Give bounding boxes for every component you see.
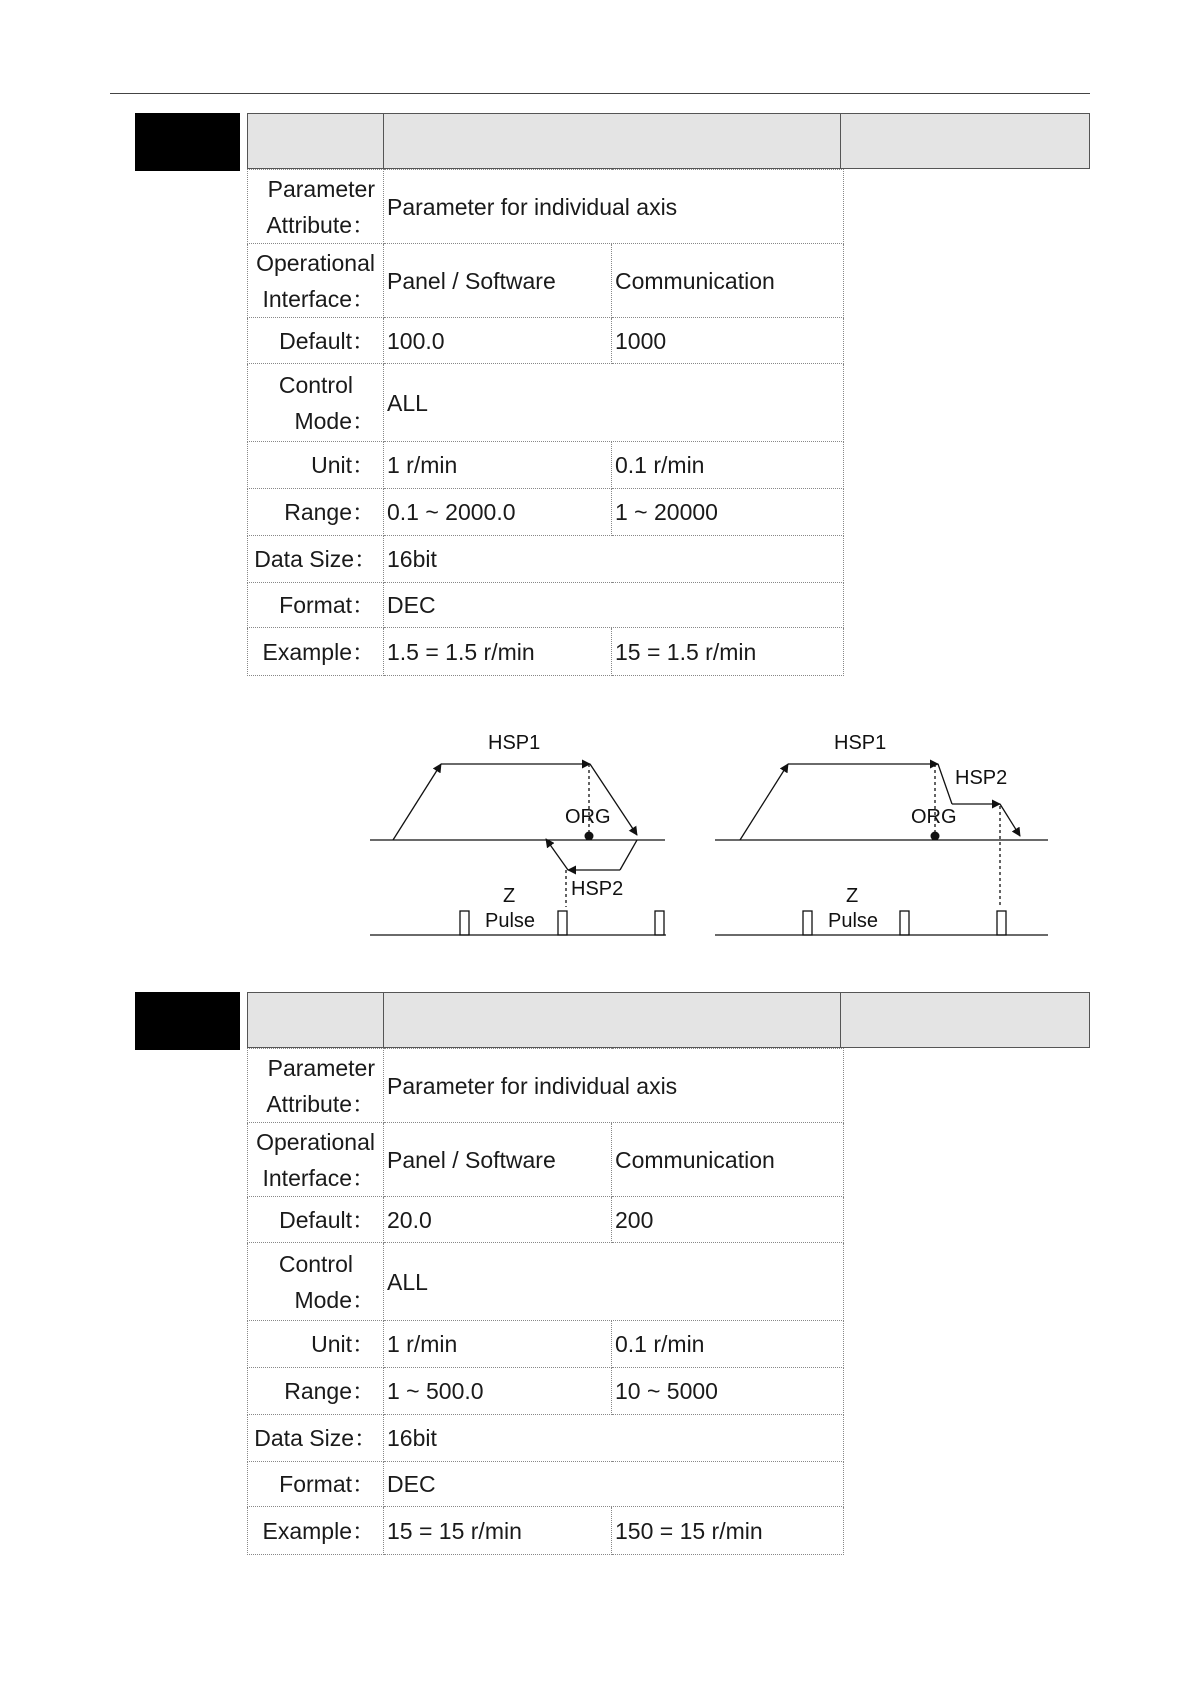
value-range-comm: 1 ~ 20000 [612, 489, 844, 536]
right-pulse-label: Pulse [828, 910, 879, 932]
value-attribute: Parameter for individual axis [384, 1049, 844, 1123]
left-org-point [585, 832, 594, 841]
value-range-comm: 10 ~ 5000 [612, 1368, 844, 1415]
label-format: Format： [248, 583, 384, 628]
right-pulse-1 [803, 911, 812, 935]
value-default-panel: 20.0 [384, 1197, 612, 1243]
parameter-code-tag [135, 992, 240, 1050]
parameter-header-row [247, 992, 1090, 1048]
left-return-line [546, 839, 568, 870]
row-range [248, 1368, 844, 1415]
value-interface-panel: Panel / Software [384, 244, 612, 318]
row-data-size [248, 1415, 844, 1462]
label-control-mode: Control Mode： [248, 1243, 384, 1321]
row-range [248, 489, 844, 536]
row-example [248, 628, 844, 676]
right-stop-line [1000, 804, 1020, 836]
left-pulse-1 [460, 911, 469, 935]
row-control-mode [248, 364, 844, 442]
label-range: Range： [248, 1368, 384, 1415]
value-example-comm: 150 = 15 r/min [612, 1507, 844, 1555]
left-z-label: Z [503, 885, 516, 907]
label-example: Example： [248, 628, 384, 676]
right-decel-line [938, 764, 952, 804]
left-reverse-line [620, 840, 637, 870]
row-default [248, 1197, 844, 1243]
right-org-label: ORG [911, 806, 957, 828]
row-attribute [248, 170, 844, 244]
label-unit: Unit： [248, 1321, 384, 1368]
left-accel-line [393, 764, 441, 840]
right-pulse-3 [997, 911, 1006, 935]
right-accel-line [740, 764, 788, 840]
value-format: DEC [384, 583, 844, 628]
label-attribute: Parameter Attribute： [248, 170, 384, 244]
label-data-size: Data Size： [248, 1415, 384, 1462]
row-control-mode [248, 1243, 844, 1321]
value-control-mode: ALL [384, 1243, 844, 1321]
parameter-table [247, 1048, 844, 1555]
right-org-point [931, 832, 940, 841]
right-pulse-2 [900, 911, 909, 935]
label-interface: Operational Interface： [248, 1123, 384, 1197]
label-attribute: Parameter Attribute： [248, 1049, 384, 1123]
value-range-panel: 0.1 ~ 2000.0 [384, 489, 612, 536]
value-unit-panel: 1 r/min [384, 1321, 612, 1368]
left-pulse-2 [558, 911, 567, 935]
left-hsp2-label: HSP2 [571, 878, 624, 900]
row-interface [248, 1123, 844, 1197]
value-default-panel: 100.0 [384, 318, 612, 364]
row-format [248, 583, 844, 628]
row-interface [248, 244, 844, 318]
label-default: Default： [248, 1197, 384, 1243]
label-control-mode: Control Mode： [248, 364, 384, 442]
value-interface-comm: Communication [612, 244, 844, 318]
left-org-label: ORG [565, 806, 611, 828]
value-example-comm: 15 = 1.5 r/min [612, 628, 844, 676]
row-unit [248, 1321, 844, 1368]
left-pulse-label: Pulse [485, 910, 536, 932]
right-homing-diagram [715, 764, 1048, 935]
row-default [248, 318, 844, 364]
row-data-size [248, 536, 844, 583]
row-format [248, 1462, 844, 1507]
value-data-size: 16bit [384, 536, 844, 583]
row-unit [248, 442, 844, 489]
left-decel-line [590, 764, 637, 835]
right-hsp1-label: HSP1 [834, 732, 887, 754]
value-interface-panel: Panel / Software [384, 1123, 612, 1197]
value-interface-comm: Communication [612, 1123, 844, 1197]
value-default-comm: 200 [612, 1197, 844, 1243]
parameter-table [247, 169, 844, 676]
value-example-panel: 15 = 15 r/min [384, 1507, 612, 1555]
left-pulse-3 [655, 911, 664, 935]
top-rule [110, 93, 1090, 94]
value-data-size: 16bit [384, 1415, 844, 1462]
row-attribute [248, 1049, 844, 1123]
label-range: Range： [248, 489, 384, 536]
label-unit: Unit： [248, 442, 384, 489]
label-format: Format： [248, 1462, 384, 1507]
value-control-mode: ALL [384, 364, 844, 442]
right-hsp2-label: HSP2 [955, 767, 1008, 789]
left-homing-diagram [370, 764, 666, 935]
right-z-label: Z [846, 885, 859, 907]
label-default: Default： [248, 318, 384, 364]
row-example [248, 1507, 844, 1555]
label-interface: Operational Interface： [248, 244, 384, 318]
value-example-panel: 1.5 = 1.5 r/min [384, 628, 612, 676]
value-unit-panel: 1 r/min [384, 442, 612, 489]
value-unit-comm: 0.1 r/min [612, 442, 844, 489]
value-unit-comm: 0.1 r/min [612, 1321, 844, 1368]
parameter-header-row [247, 113, 1090, 169]
label-example: Example： [248, 1507, 384, 1555]
left-hsp1-label: HSP1 [488, 732, 541, 754]
value-format: DEC [384, 1462, 844, 1507]
label-data-size: Data Size： [248, 536, 384, 583]
value-range-panel: 1 ~ 500.0 [384, 1368, 612, 1415]
parameter-code-tag [135, 113, 240, 171]
value-default-comm: 1000 [612, 318, 844, 364]
value-attribute: Parameter for individual axis [384, 170, 844, 244]
